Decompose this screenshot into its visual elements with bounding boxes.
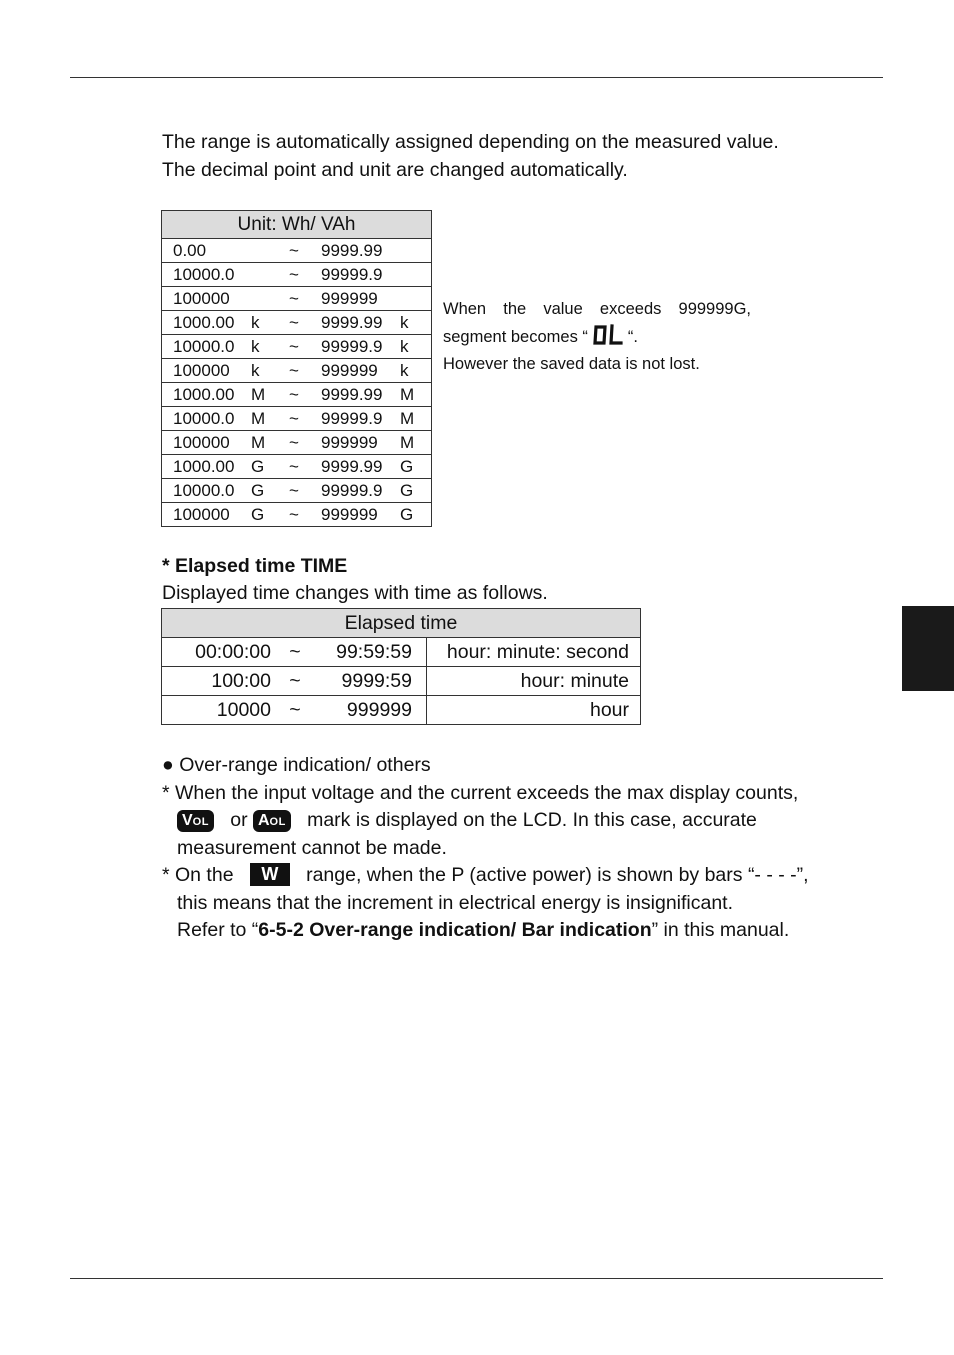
intro-line-2: The decimal point and unit are changed automatically. (162, 159, 628, 181)
refer-pre: Refer to “ (177, 919, 259, 941)
overrange-p1-line-2 (162, 807, 809, 835)
top-rule (70, 77, 883, 78)
overflow-note-line-3: However the saved data is not lost. (443, 355, 700, 373)
unit-table-body (162, 239, 432, 527)
range-to-unit: M (400, 383, 432, 407)
overrange-p2-line-3 (162, 917, 809, 945)
range-from-unit (251, 239, 289, 263)
range-from: 1000.00 (162, 455, 252, 479)
range-separator: ~ (289, 407, 321, 431)
range-to-unit: M (400, 431, 432, 455)
unit-table-row (162, 479, 432, 503)
overflow-note-line-2-pre: segment becomes “ (443, 327, 588, 346)
overrange-p2-pre: * On the (162, 864, 234, 886)
range-from-unit: k (251, 311, 289, 335)
overrange-p2-line-2: this means that the increment in electrical energy is insignificant. (177, 891, 734, 914)
unit-table-row (162, 287, 432, 311)
range-to: 99999.9 (321, 407, 400, 431)
range-separator: ~ (289, 479, 321, 503)
elapsed-separator: ~ (289, 669, 301, 692)
w-range-icon: W (250, 863, 290, 886)
unit-table-row (162, 503, 432, 527)
overrange-p1-line-2-text: mark is displayed on the LCD. In this case, accurate (307, 809, 757, 831)
unit-table-row (162, 263, 432, 287)
range-separator: ~ (289, 359, 321, 383)
refer-section-title: 6-5-2 Over-range indication/ Bar indication (258, 919, 652, 941)
range-from: 10000.0 (162, 479, 252, 503)
range-to: 99999.9 (321, 479, 400, 503)
range-to: 999999 (321, 359, 400, 383)
a-ol-badge-letter: A (257, 812, 270, 829)
or-text: or (230, 809, 248, 831)
v-ol-badge-sub: OL (192, 816, 209, 828)
range-from-unit: M (251, 383, 289, 407)
range-from-unit: M (251, 407, 289, 431)
elapsed-range-cell (162, 696, 427, 725)
range-from-unit (251, 287, 289, 311)
elapsed-separator: ~ (289, 698, 301, 721)
range-from: 10000.0 (162, 335, 252, 359)
overrange-p1-line-1: * When the input voltage and the current exceeds the max display counts, (162, 781, 799, 804)
ol-segment-icon (592, 324, 624, 346)
overflow-note (443, 296, 751, 379)
range-to-unit (400, 263, 432, 287)
range-to: 9999.99 (321, 239, 400, 263)
refer-post: ” in this manual. (651, 919, 790, 941)
a-ol-badge-icon (253, 810, 291, 832)
elapsed-title: * Elapsed time TIME (162, 555, 348, 577)
intro-text (162, 128, 779, 184)
range-to: 9999.99 (321, 455, 400, 479)
overrange-heading: ● Over-range indication/ others (162, 754, 431, 776)
range-from-unit: k (251, 335, 289, 359)
range-from: 100000 (162, 359, 252, 383)
range-from-unit (251, 263, 289, 287)
range-from: 100000 (162, 431, 252, 455)
unit-table-row (162, 431, 432, 455)
range-to-unit: G (400, 479, 432, 503)
elapsed-unit-cell: hour (427, 696, 641, 725)
range-from-unit: M (251, 431, 289, 455)
range-to: 99999.9 (321, 335, 400, 359)
range-separator: ~ (289, 287, 321, 311)
range-separator: ~ (289, 383, 321, 407)
range-to: 9999.99 (321, 383, 400, 407)
unit-table-header: Unit: Wh/ VAh (162, 211, 432, 239)
elapsed-unit-cell: hour: minute (427, 667, 641, 696)
a-ol-badge-sub: OL (269, 816, 286, 828)
range-separator: ~ (289, 455, 321, 479)
range-to: 99999.9 (321, 263, 400, 287)
elapsed-range-cell (162, 638, 427, 667)
range-separator: ~ (289, 263, 321, 287)
elapsed-range-cell (162, 667, 427, 696)
elapsed-description: Displayed time changes with time as follows. (162, 582, 548, 604)
range-from: 100000 (162, 287, 252, 311)
elapsed-from: 10000 (216, 698, 271, 721)
range-separator: ~ (289, 431, 321, 455)
elapsed-unit-cell: hour: minute: second (427, 638, 641, 667)
unit-table-row (162, 311, 432, 335)
unit-table-row (162, 359, 432, 383)
overrange-section (162, 752, 809, 945)
range-to-unit: k (400, 311, 432, 335)
range-from-unit: k (251, 359, 289, 383)
range-to-unit (400, 239, 432, 263)
range-to-unit: M (400, 407, 432, 431)
bottom-rule (70, 1278, 883, 1279)
elapsed-time-table (161, 608, 641, 725)
range-to: 9999.99 (321, 311, 400, 335)
range-from: 1000.00 (162, 383, 252, 407)
elapsed-table-body (162, 638, 641, 725)
range-separator: ~ (289, 239, 321, 263)
range-to-unit: G (400, 455, 432, 479)
range-separator: ~ (289, 311, 321, 335)
elapsed-table-header: Elapsed time (162, 609, 641, 638)
range-to-unit: k (400, 359, 432, 383)
intro-line-1: The range is automatically assigned depending on the measured value. (162, 131, 779, 153)
unit-table-row (162, 239, 432, 263)
unit-table-row (162, 455, 432, 479)
range-to: 999999 (321, 431, 400, 455)
elapsed-to: 99:59:59 (336, 640, 412, 663)
v-ol-badge-icon (177, 810, 214, 832)
elapsed-from: 100:00 (211, 669, 271, 692)
range-separator: ~ (289, 503, 321, 527)
v-ol-badge-letter: V (182, 812, 193, 829)
overflow-note-line-1: When the value exceeds 999999G, (443, 300, 751, 318)
chapter-tab-marker (902, 606, 954, 691)
unit-table-row (162, 335, 432, 359)
range-from: 100000 (162, 503, 252, 527)
elapsed-separator: ~ (289, 640, 301, 663)
overrange-p2-line-1 (162, 862, 809, 890)
elapsed-table-row (162, 638, 641, 667)
range-from: 10000.0 (162, 263, 252, 287)
range-separator: ~ (289, 335, 321, 359)
range-to-unit: G (400, 503, 432, 527)
range-from-unit: G (251, 503, 289, 527)
range-from: 1000.00 (162, 311, 252, 335)
overrange-p2-post: range, when the P (active power) is shown by bars “- - - -”, (306, 864, 809, 886)
range-from: 0.00 (162, 239, 252, 263)
range-from-unit: G (251, 455, 289, 479)
elapsed-from: 00:00:00 (195, 640, 271, 663)
range-to: 999999 (321, 287, 400, 311)
unit-table-row (162, 407, 432, 431)
range-to: 999999 (321, 503, 400, 527)
elapsed-table-row (162, 696, 641, 725)
elapsed-table-row (162, 667, 641, 696)
unit-table-row (162, 383, 432, 407)
range-to-unit: k (400, 335, 432, 359)
elapsed-to: 999999 (346, 698, 412, 721)
range-from: 10000.0 (162, 407, 252, 431)
overrange-p1-line-3: measurement cannot be made. (177, 836, 447, 859)
overflow-note-line-2-post: “. (627, 327, 638, 346)
range-to-unit (400, 287, 432, 311)
range-from-unit: G (251, 479, 289, 503)
overflow-note-line-2 (443, 324, 751, 352)
unit-range-table (161, 210, 432, 527)
elapsed-to: 9999:59 (341, 669, 412, 692)
